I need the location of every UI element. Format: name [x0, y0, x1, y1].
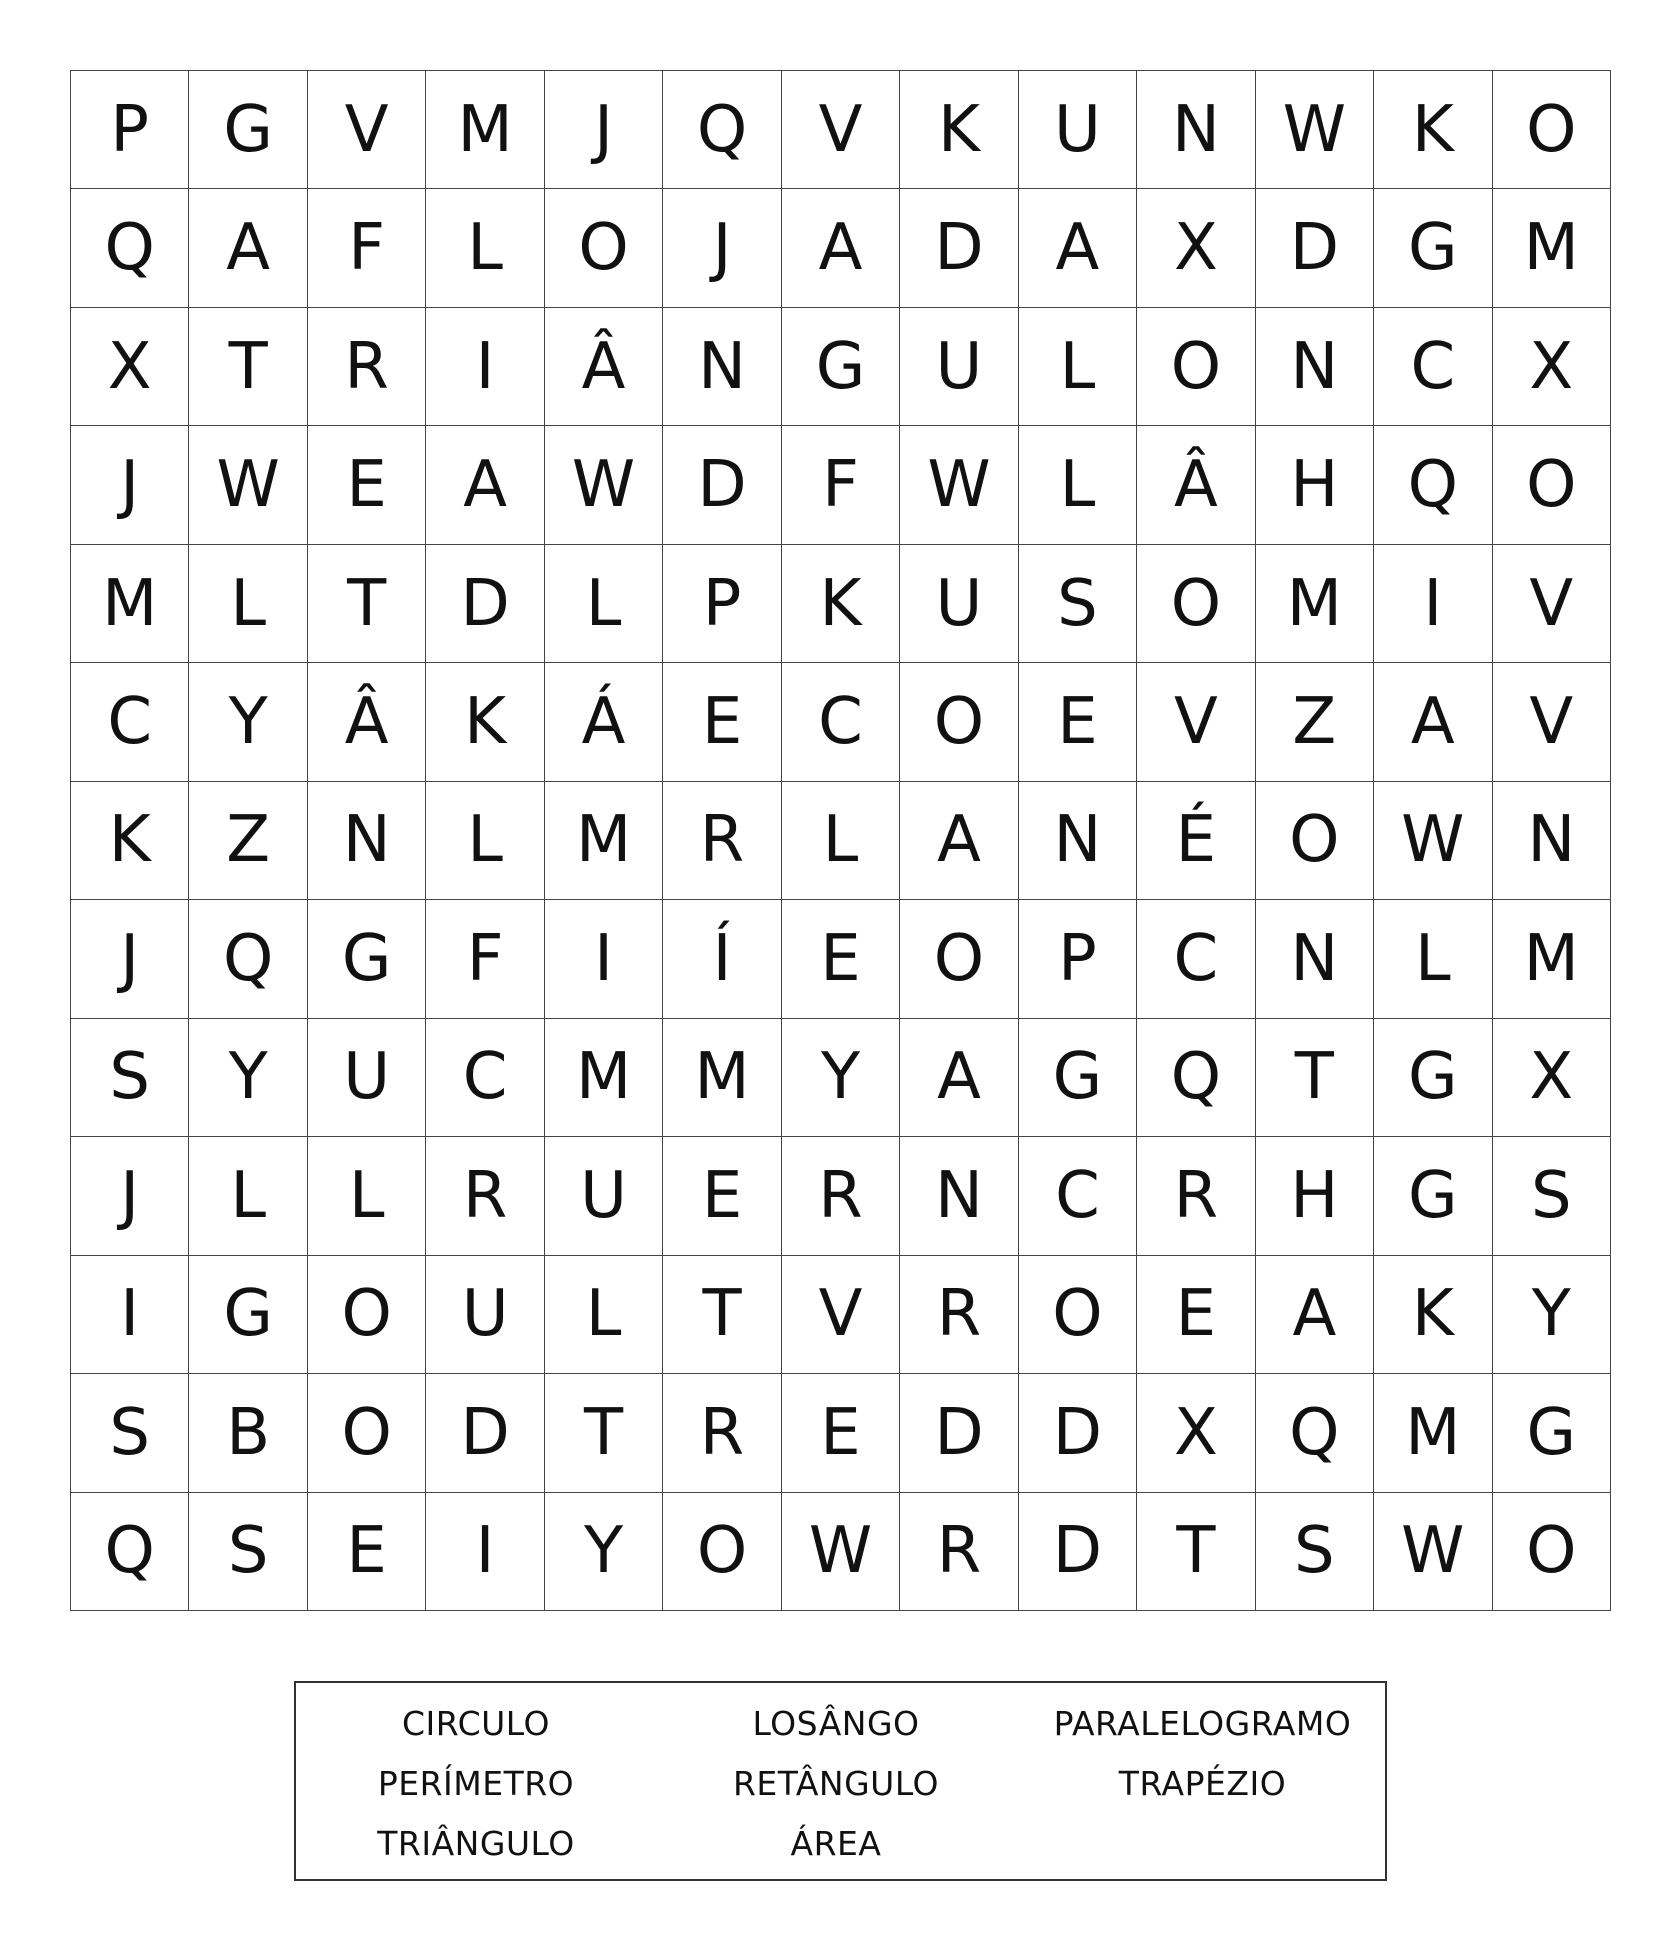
grid-cell[interactable]: O [1493, 426, 1611, 544]
grid-cell[interactable]: S [189, 1493, 307, 1611]
grid-cell[interactable]: N [308, 782, 426, 900]
grid-cell[interactable]: G [189, 71, 307, 189]
grid-cell[interactable]: K [71, 782, 189, 900]
word-list-box [294, 1681, 1387, 1881]
grid-cell[interactable]: L [545, 545, 663, 663]
grid-cell[interactable]: R [900, 1256, 1018, 1374]
grid-cell[interactable]: H [1256, 1137, 1374, 1255]
grid-cell[interactable]: I [545, 900, 663, 1018]
grid-cell[interactable]: X [71, 308, 189, 426]
grid-cell[interactable]: W [1374, 782, 1492, 900]
grid-cell[interactable]: I [426, 1493, 544, 1611]
grid-cell[interactable]: G [1374, 1137, 1492, 1255]
grid-cell[interactable]: V [1493, 663, 1611, 781]
grid-cell[interactable]: Í [663, 900, 781, 1018]
grid-cell[interactable]: F [308, 189, 426, 307]
grid-cell[interactable]: B [189, 1374, 307, 1492]
grid-cell[interactable]: O [308, 1374, 426, 1492]
grid-cell[interactable]: E [663, 663, 781, 781]
grid-cell[interactable]: V [1493, 545, 1611, 663]
grid-cell[interactable]: U [900, 308, 1018, 426]
grid-cell[interactable]: R [308, 308, 426, 426]
grid-cell[interactable]: M [1493, 900, 1611, 1018]
grid-cell[interactable]: A [426, 426, 544, 544]
grid-cell[interactable]: Q [71, 1493, 189, 1611]
grid-cell[interactable]: M [426, 71, 544, 189]
word-list-item: TRIÂNGULO [377, 1823, 575, 1863]
grid-cell[interactable]: Y [189, 1019, 307, 1137]
grid-cell[interactable]: N [1493, 782, 1611, 900]
grid-cell[interactable]: C [1374, 308, 1492, 426]
grid-cell[interactable]: K [900, 71, 1018, 189]
grid-cell[interactable]: W [1374, 1493, 1492, 1611]
grid-cell[interactable]: L [545, 1256, 663, 1374]
grid-cell[interactable]: N [1137, 71, 1255, 189]
grid-cell[interactable]: W [782, 1493, 900, 1611]
grid-cell[interactable]: V [308, 71, 426, 189]
grid-cell[interactable]: T [1137, 1493, 1255, 1611]
grid-cell[interactable]: E [308, 426, 426, 544]
grid-cell[interactable]: O [1137, 545, 1255, 663]
grid-cell[interactable]: L [1019, 426, 1137, 544]
grid-cell[interactable]: J [71, 1137, 189, 1255]
grid-cell[interactable]: D [426, 545, 544, 663]
grid-cell[interactable]: D [1019, 1374, 1137, 1492]
grid-cell[interactable]: C [782, 663, 900, 781]
word-search-grid [70, 70, 1611, 1611]
grid-cell[interactable]: M [71, 545, 189, 663]
grid-cell[interactable]: M [1374, 1374, 1492, 1492]
grid-cell[interactable]: T [308, 545, 426, 663]
grid-cell[interactable]: R [426, 1137, 544, 1255]
grid-cell[interactable]: F [426, 900, 544, 1018]
grid-cell[interactable]: D [1019, 1493, 1137, 1611]
grid-cell[interactable]: N [1256, 308, 1374, 426]
grid-cell[interactable]: W [1256, 71, 1374, 189]
grid-cell[interactable]: E [782, 1374, 900, 1492]
grid-cell[interactable]: W [900, 426, 1018, 544]
word-list-item: TRAPÉZIO [1118, 1763, 1287, 1803]
grid-cell[interactable]: Y [1493, 1256, 1611, 1374]
grid-cell[interactable]: G [1374, 1019, 1492, 1137]
grid-cell[interactable]: J [71, 426, 189, 544]
grid-cell[interactable]: V [1137, 663, 1255, 781]
grid-cell[interactable]: G [1019, 1019, 1137, 1137]
grid-cell[interactable]: K [782, 545, 900, 663]
grid-cell[interactable]: T [1256, 1019, 1374, 1137]
grid-cell[interactable]: K [1374, 71, 1492, 189]
grid-cell[interactable]: Y [782, 1019, 900, 1137]
grid-cell[interactable]: J [663, 189, 781, 307]
grid-cell[interactable]: D [900, 1374, 1018, 1492]
grid-cell[interactable]: U [308, 1019, 426, 1137]
grid-cell[interactable]: S [71, 1374, 189, 1492]
grid-cell[interactable]: R [900, 1493, 1018, 1611]
grid-cell[interactable]: H [1256, 426, 1374, 544]
grid-cell[interactable]: Y [189, 663, 307, 781]
grid-cell[interactable]: P [663, 545, 781, 663]
grid-cell[interactable]: E [1019, 663, 1137, 781]
grid-cell[interactable]: C [1019, 1137, 1137, 1255]
grid-cell[interactable]: N [900, 1137, 1018, 1255]
grid-cell[interactable]: O [900, 900, 1018, 1018]
grid-cell[interactable]: L [189, 545, 307, 663]
grid-cell[interactable]: T [189, 308, 307, 426]
grid-cell[interactable]: R [663, 1374, 781, 1492]
grid-cell[interactable]: O [308, 1256, 426, 1374]
grid-cell[interactable]: Q [663, 71, 781, 189]
grid-cell[interactable]: A [189, 189, 307, 307]
grid-cell[interactable]: Q [189, 900, 307, 1018]
grid-cell[interactable]: I [1374, 545, 1492, 663]
grid-cell[interactable]: O [1493, 1493, 1611, 1611]
grid-cell[interactable]: Â [1137, 426, 1255, 544]
grid-cell[interactable]: G [782, 308, 900, 426]
grid-cell[interactable]: X [1137, 1374, 1255, 1492]
grid-cell[interactable]: D [1256, 189, 1374, 307]
word-list-item: PERÍMETRO [377, 1763, 575, 1803]
grid-cell[interactable]: U [1019, 71, 1137, 189]
grid-cell[interactable]: V [782, 1256, 900, 1374]
grid-cell[interactable]: D [900, 189, 1018, 307]
grid-cell[interactable]: S [1493, 1137, 1611, 1255]
grid-cell[interactable]: O [1493, 71, 1611, 189]
grid-cell[interactable]: X [1493, 1019, 1611, 1137]
grid-cell[interactable]: Q [1256, 1374, 1374, 1492]
grid-cell[interactable]: L [189, 1137, 307, 1255]
grid-cell[interactable]: Á [545, 663, 663, 781]
grid-cell[interactable]: O [1019, 1256, 1137, 1374]
grid-cell[interactable]: O [545, 189, 663, 307]
grid-cell[interactable]: T [545, 1374, 663, 1492]
grid-cell[interactable]: Â [545, 308, 663, 426]
grid-cell[interactable]: L [426, 782, 544, 900]
grid-cell[interactable]: O [663, 1493, 781, 1611]
grid-cell[interactable]: O [900, 663, 1018, 781]
grid-cell[interactable]: P [71, 71, 189, 189]
grid-cell[interactable]: G [1493, 1374, 1611, 1492]
grid-cell[interactable]: K [1374, 1256, 1492, 1374]
grid-cell[interactable]: Â [308, 663, 426, 781]
grid-cell[interactable]: G [308, 900, 426, 1018]
grid-cell[interactable]: U [900, 545, 1018, 663]
word-list-item: RETÂNGULO [732, 1763, 940, 1803]
grid-cell[interactable]: N [1019, 782, 1137, 900]
grid-cell[interactable]: M [663, 1019, 781, 1137]
grid-cell[interactable]: N [1256, 900, 1374, 1018]
grid-cell[interactable]: L [1374, 900, 1492, 1018]
grid-cell[interactable]: G [1374, 189, 1492, 307]
grid-cell[interactable]: Q [1137, 1019, 1255, 1137]
grid-cell[interactable]: I [71, 1256, 189, 1374]
grid-cell[interactable]: A [782, 189, 900, 307]
grid-cell[interactable]: O [1137, 308, 1255, 426]
grid-cell[interactable]: A [1019, 189, 1137, 307]
grid-cell[interactable]: A [1374, 663, 1492, 781]
grid-cell[interactable]: S [71, 1019, 189, 1137]
grid-cell[interactable]: S [1256, 1493, 1374, 1611]
grid-cell[interactable]: E [663, 1137, 781, 1255]
grid-cell[interactable]: N [663, 308, 781, 426]
grid-cell[interactable]: Z [189, 782, 307, 900]
grid-cell[interactable]: I [426, 308, 544, 426]
grid-cell[interactable]: P [1019, 900, 1137, 1018]
grid-cell[interactable]: G [189, 1256, 307, 1374]
grid-cell[interactable]: J [71, 900, 189, 1018]
grid-cell[interactable]: R [782, 1137, 900, 1255]
grid-cell[interactable]: A [900, 782, 1018, 900]
word-list-item: CIRCULO [402, 1703, 550, 1743]
grid-cell[interactable]: D [663, 426, 781, 544]
grid-cell[interactable]: U [545, 1137, 663, 1255]
grid-cell[interactable]: D [426, 1374, 544, 1492]
grid-cell[interactable]: M [545, 1019, 663, 1137]
grid-cell[interactable]: M [1256, 545, 1374, 663]
grid-cell[interactable]: M [545, 782, 663, 900]
grid-cell[interactable]: F [782, 426, 900, 544]
grid-cell[interactable]: L [782, 782, 900, 900]
grid-cell[interactable]: E [782, 900, 900, 1018]
grid-cell[interactable]: Q [1374, 426, 1492, 544]
grid-cell[interactable]: U [426, 1256, 544, 1374]
grid-cell[interactable]: L [426, 189, 544, 307]
grid-cell[interactable]: W [189, 426, 307, 544]
word-list-item: LOSÂNGO [752, 1703, 920, 1743]
grid-cell[interactable]: X [1137, 189, 1255, 307]
grid-cell[interactable]: E [1137, 1256, 1255, 1374]
grid-cell[interactable]: Z [1256, 663, 1374, 781]
grid-cell[interactable]: O [1256, 782, 1374, 900]
grid-cell[interactable]: J [545, 71, 663, 189]
grid-cell[interactable]: L [308, 1137, 426, 1255]
grid-cell[interactable]: R [1137, 1137, 1255, 1255]
grid-cell[interactable]: W [545, 426, 663, 544]
grid-cell[interactable]: M [1493, 189, 1611, 307]
grid-cell[interactable]: K [426, 663, 544, 781]
grid-cell[interactable]: E [308, 1493, 426, 1611]
grid-cell[interactable]: R [663, 782, 781, 900]
grid-cell[interactable]: A [900, 1019, 1018, 1137]
grid-cell[interactable]: C [71, 663, 189, 781]
grid-cell[interactable]: S [1019, 545, 1137, 663]
grid-cell[interactable]: C [426, 1019, 544, 1137]
grid-cell[interactable]: É [1137, 782, 1255, 900]
grid-cell[interactable]: Y [545, 1493, 663, 1611]
word-list-item: ÁREA [790, 1823, 882, 1863]
grid-cell[interactable]: V [782, 71, 900, 189]
grid-cell[interactable]: A [1256, 1256, 1374, 1374]
grid-cell[interactable]: Q [71, 189, 189, 307]
grid-cell[interactable]: C [1137, 900, 1255, 1018]
grid-cell[interactable]: X [1493, 308, 1611, 426]
word-list-item: PARALELOGRAMO [1053, 1703, 1352, 1743]
grid-cell[interactable]: L [1019, 308, 1137, 426]
grid-cell[interactable]: T [663, 1256, 781, 1374]
